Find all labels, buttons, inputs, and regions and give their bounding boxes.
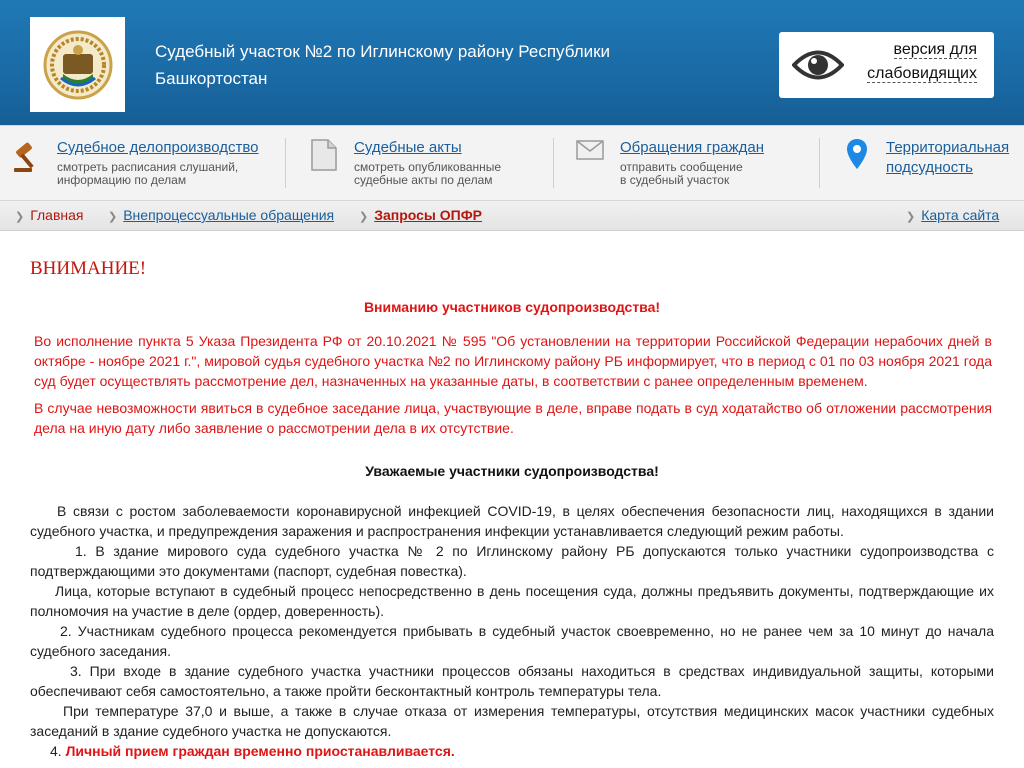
rules-paragraph-4 [30, 741, 994, 761]
low-vision-version-button[interactable] [779, 32, 994, 98]
breadcrumb-current[interactable]: ❯ Запросы ОПФР [359, 207, 483, 223]
attention-heading: ВНИМАНИЕ! [30, 258, 147, 279]
rules-item-text: Личный прием граждан временно приостанавливается. [65, 743, 455, 759]
map-pin-icon [846, 138, 868, 170]
document-icon [310, 138, 338, 172]
rules-paragraph-2: 2. Участникам судебного процесса рекомендуется прибывать в судебный участок своевременно, но не ранее чем за 10 минут до начала судебного заседания. [30, 623, 994, 659]
rules-item-number: 4. [50, 743, 62, 759]
divider [819, 138, 820, 188]
breadcrumb-sitemap[interactable]: ❯ Карта сайта [906, 207, 1000, 223]
rules-title: Уважаемые участники судопроизводства! [365, 463, 659, 479]
gavel-icon [12, 140, 46, 174]
chevron-right-icon: ❯ [359, 211, 369, 223]
rules-paragraph-1: 1. В здание мирового суда судебного участка № 2 по Иглинскому району РБ допускаются только участники судопроизводства с подтверждающими это документами (паспорт, судебная повестка). [30, 543, 994, 579]
rules-paragraph-3: 3. При входе в здание судебного участка участники процессов обязаны находиться в средствах индивидуальной защиты, которыми обеспечивают себя самостоятельно, а также пройти бесконтактный контроль температуры тела. [30, 663, 994, 699]
site-header [0, 0, 1024, 125]
service-court-acts[interactable] [308, 126, 548, 202]
services-bar [0, 125, 1024, 201]
breadcrumb [0, 201, 1024, 231]
service-court-acts-link[interactable]: Судебные акты [354, 139, 462, 156]
envelope-icon [576, 140, 604, 160]
breadcrumb-section[interactable]: ❯ Внепроцессуальные обращения [108, 207, 335, 223]
rules-paragraph-intro: В связи с ростом заболеваемости коронавирусной инфекцией COVID-19, в целях обеспечения безопасности лиц, находящихся в здании судебного участка, и предупреждения заражения и распространения инфекции устанавливается следующий режим работы. [30, 503, 994, 539]
rules-paragraph-3b: При температуре 37,0 и выше, а также в случае отказа от измерения температуры, отсутствия медицинских масок участники судебных заседаний в здание судебного участка не допускаются. [30, 703, 994, 739]
breadcrumb-home[interactable]: ❯ Главная [15, 207, 84, 223]
service-citizen-appeals[interactable] [576, 126, 816, 202]
coat-of-arms-logo[interactable] [30, 17, 125, 112]
divider [553, 138, 554, 188]
notice-paragraph-2: В случае невозможности явиться в судебное заседание лица, участвующие в деле, вправе подать в суд ходатайство об отложении рассмотрения дела на иную дату либо заявление о рассмотрении дела в их отсутствие. [34, 400, 992, 436]
rules-paragraph-1b: Лица, которые вступают в судебный процесс непосредственно в день посещения суда, должны предъявить документы, подтверждающие их полномочия на участие в деле (ордер, доверенность). [30, 583, 994, 619]
service-jurisdiction[interactable] [844, 126, 1019, 202]
chevron-right-icon: ❯ [108, 211, 118, 223]
service-court-records-link[interactable]: Судебное делопроизводство [57, 139, 259, 156]
chevron-right-icon: ❯ [15, 211, 25, 223]
divider [285, 138, 286, 188]
chevron-right-icon: ❯ [906, 211, 916, 223]
eye-icon [792, 46, 844, 84]
service-court-records-desc: смотреть расписания слушаний, информацию по делам [57, 160, 239, 187]
notice-title: Вниманию участников судопроизводства! [363, 299, 661, 315]
service-citizen-appeals-desc: отправить сообщение в судебный участок [620, 160, 743, 187]
low-vision-label: версия для слабовидящих [867, 41, 977, 82]
service-court-records[interactable] [12, 126, 282, 202]
service-citizen-appeals-link[interactable]: Обращения граждан [620, 139, 764, 156]
site-title[interactable]: Судебный участок №2 по Иглинскому району Республики Башкортостан [155, 42, 611, 88]
service-court-acts-desc: смотреть опубликованные судебные акты по делам [354, 160, 502, 187]
service-jurisdiction-link[interactable]: Территориальная подсудность [886, 139, 1010, 176]
notice-paragraph-1: Во исполнение пункта 5 Указа Президента РФ от 20.10.2021 № 595 "Об установлении на территории Российской Федерации нерабочих дней в октябре - ноябре 2021 г.", мировой судья судебного участка №2 по Иглинскому району РБ информирует, что в период с 01 по 03 ноября 2021 года суд будет осуществлять рассмотрение дел, назначенных на указанные даты, в соответствии с ранее определенным временем. [34, 333, 992, 389]
